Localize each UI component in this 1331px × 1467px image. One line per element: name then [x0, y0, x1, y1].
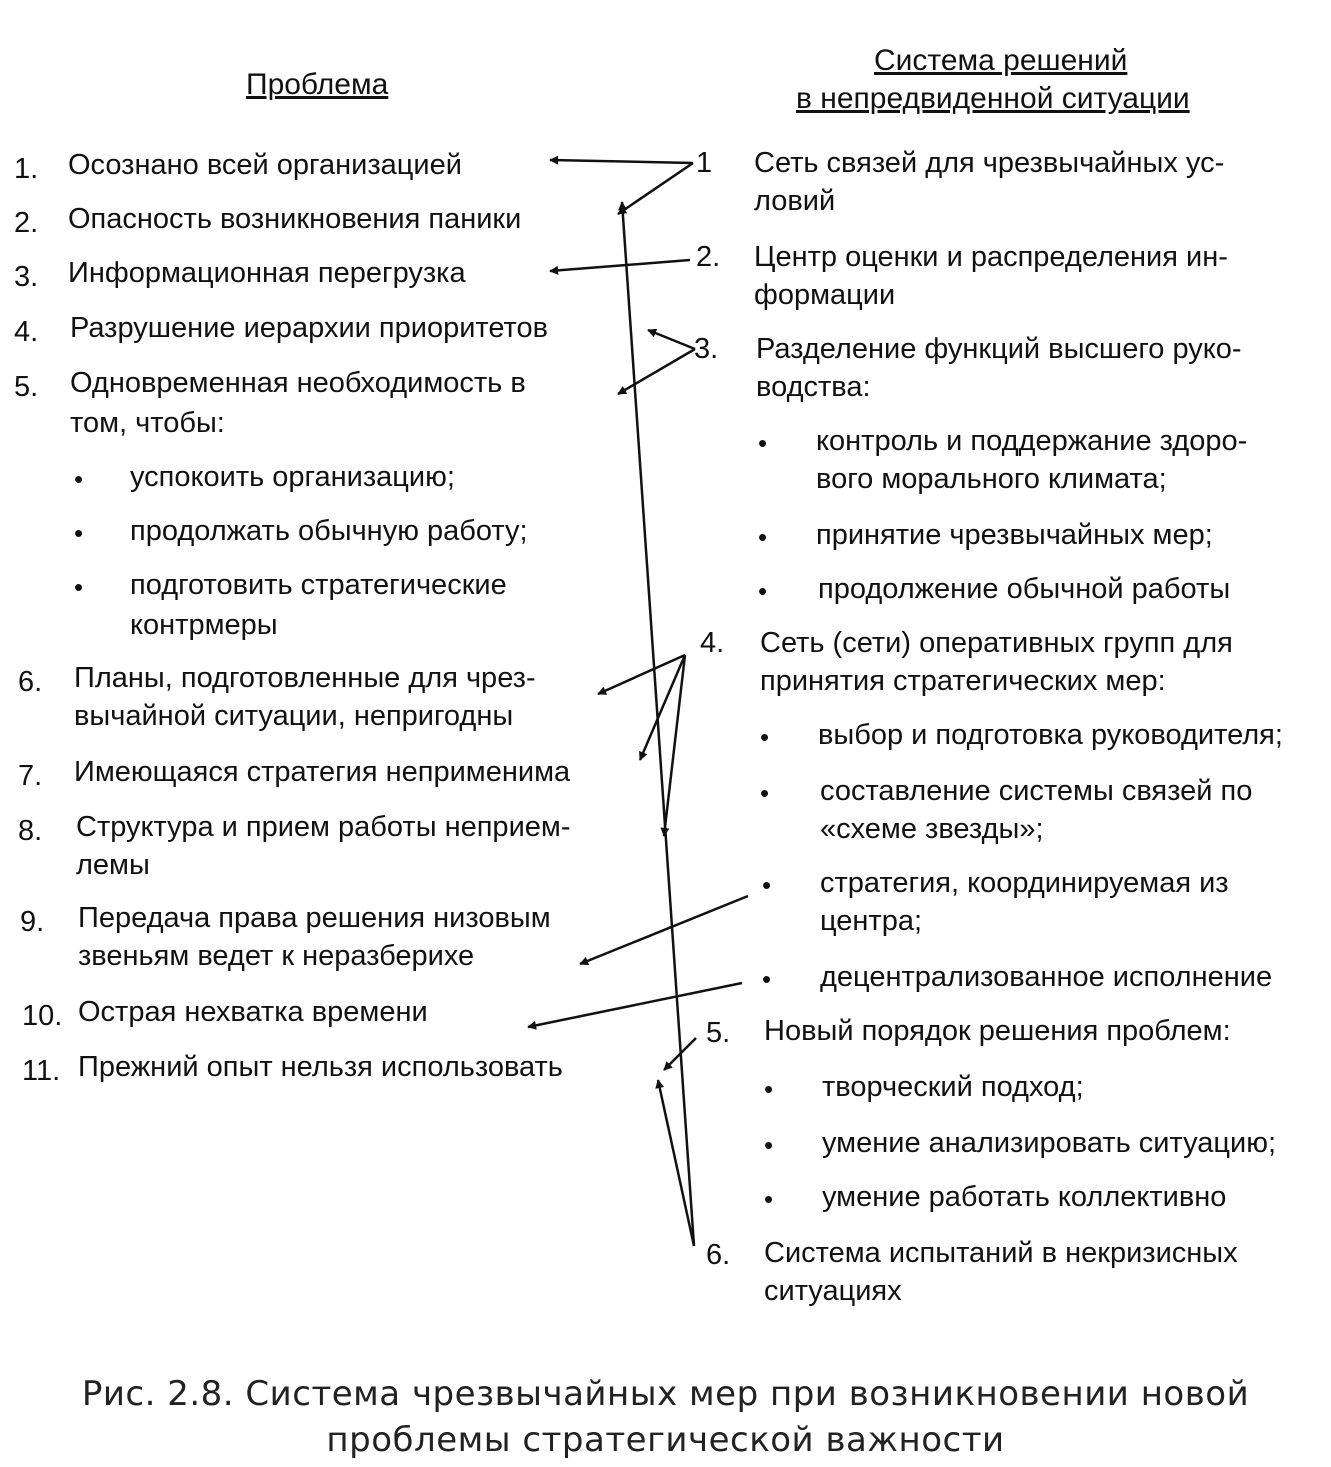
- right-b5-3-bullet: •: [764, 1184, 774, 1214]
- left-b5-1-bullet: •: [74, 464, 84, 494]
- left-b5-3-text-l1: подготовить стратегические: [130, 569, 507, 601]
- right-b5-3-text: умение работать коллективно: [822, 1181, 1227, 1213]
- arrow-1-to-2: [618, 163, 693, 214]
- right-b5-2-bullet: •: [764, 1130, 774, 1160]
- right-b3-1-bullet: •: [758, 428, 768, 458]
- right-item-1-text-l2: ловий: [754, 185, 836, 217]
- left-item-7-text: Имеющаяся стратегия неприменима: [74, 756, 571, 788]
- right-b3-3-text: продолжение обычной работы: [818, 573, 1231, 605]
- left-item-8-text-l1: Структура и прием работы неприем-: [76, 811, 571, 843]
- arrow-b4-3-to-9: [580, 896, 748, 964]
- left-b5-3-bullet: •: [74, 572, 84, 602]
- left-item-4-text: Разрушение иерархии приоритетов: [70, 312, 549, 344]
- left-item-6-text-l2: вычайной ситуации, непригодны: [74, 700, 514, 732]
- left-item-3-text: Информационная перегрузка: [68, 257, 466, 289]
- right-b3-2-bullet: •: [758, 522, 768, 552]
- left-item-3-num: 3.: [14, 261, 39, 293]
- right-item-4-num: 4.: [700, 627, 725, 659]
- right-item-2-text-l1: Центр оценки и распределения ин-: [754, 241, 1228, 273]
- right-item-4-text-l2: принятия стратегических мер:: [760, 665, 1166, 697]
- left-item-10-num: 10.: [22, 1000, 63, 1032]
- right-b5-2-text: умение анализировать ситуацию;: [822, 1127, 1277, 1159]
- left-item-11-text: Прежний опыт нельзя использовать: [78, 1051, 563, 1083]
- left-item-1-num: 1.: [14, 153, 39, 185]
- left-item-2-num: 2.: [14, 207, 39, 239]
- arrow-3-to-4: [648, 330, 695, 349]
- right-item-3-text-l2: водства:: [756, 371, 871, 403]
- left-b5-1-text: успокоить организацию;: [130, 461, 455, 493]
- right-b4-3-text-l1: стратегия, координируемая из: [820, 867, 1229, 899]
- arrow-2-to-3: [550, 260, 690, 271]
- left-b5-2-text: продолжать обычную работу;: [130, 515, 528, 547]
- right-b4-2-bullet: •: [760, 778, 770, 808]
- left-item-10-text: Острая нехватка времени: [78, 996, 428, 1028]
- left-item-9-text-l2: звеньям ведет к неразберихе: [78, 940, 475, 972]
- left-item-9-num: 9.: [20, 906, 45, 938]
- right-item-6-num: 6.: [706, 1239, 731, 1271]
- right-item-1-text-l1: Сеть связей для чрезвычайных ус-: [754, 147, 1225, 179]
- figure-caption-line1: Рис. 2.8. Система чрезвычайных мер при возникновении новой: [81, 1374, 1250, 1414]
- right-b3-1-text-l2: вого морального климата;: [816, 463, 1167, 495]
- left-b5-2-bullet: •: [74, 518, 84, 548]
- right-header-line2: в непредвиденной ситуации: [796, 82, 1190, 115]
- left-item-8-text-l2: лемы: [76, 849, 150, 881]
- right-b4-2-text-l1: составление системы связей по: [820, 775, 1253, 807]
- left-item-2-text: Опасность возникновения паники: [68, 203, 522, 235]
- left-item-8-num: 8.: [18, 815, 43, 847]
- right-b5-1-bullet: •: [764, 1074, 774, 1104]
- right-item-5-text: Новый порядок решения проблем:: [764, 1015, 1231, 1047]
- right-b4-1-bullet: •: [760, 722, 770, 752]
- right-item-2-text-l2: формации: [754, 279, 896, 311]
- left-item-4-num: 4.: [14, 316, 39, 348]
- right-item-6-text-l2: ситуациях: [764, 1275, 902, 1307]
- left-header: Проблема: [246, 68, 389, 101]
- right-item-3-text-l1: Разделение функций высшего руко-: [756, 333, 1242, 365]
- right-item-3-num: 3.: [694, 333, 719, 365]
- right-item-5-num: 5.: [706, 1017, 731, 1049]
- right-b4-4-text: децентрализованное исполнение: [820, 961, 1273, 993]
- left-item-9-text-l1: Передача права решения низовым: [78, 902, 551, 934]
- right-b5-1-text: творческий подход;: [822, 1071, 1084, 1103]
- right-b4-4-bullet: •: [762, 964, 772, 994]
- right-b3-3-bullet: •: [758, 576, 768, 606]
- left-item-5-text-l2: том, чтобы:: [70, 407, 225, 439]
- left-item-6-num: 6.: [18, 666, 43, 698]
- left-item-11-num: 11.: [22, 1055, 61, 1087]
- left-b5-3-text-l2: контрмеры: [130, 609, 278, 641]
- arrow-3-to-5: [618, 349, 695, 394]
- left-item-5-num: 5.: [14, 371, 39, 403]
- right-header-line1: Система решений: [874, 44, 1128, 77]
- right-b4-2-text-l2: «схеме звезды»;: [820, 813, 1044, 845]
- right-b3-1-text-l1: контроль и поддержание здоро-: [816, 425, 1248, 457]
- right-item-1-num: 1: [696, 147, 713, 179]
- figure-caption-line2: проблемы стратегической важности: [326, 1420, 1005, 1460]
- arrow-6-to-2-long: [622, 202, 694, 1246]
- left-item-1-text: Осознано всей организацией: [68, 149, 462, 181]
- left-item-6-text-l1: Планы, подготовленные для чрез-: [74, 662, 536, 694]
- arrow-b4-4-to-10: [528, 983, 742, 1027]
- right-b3-2-text: принятие чрезвычайных мер;: [816, 519, 1213, 551]
- right-b4-3-bullet: •: [762, 870, 772, 900]
- right-item-6-text-l1: Система испытаний в некризисных: [764, 1237, 1238, 1269]
- left-item-7-num: 7.: [18, 760, 43, 792]
- right-item-2-num: 2.: [696, 241, 721, 273]
- right-b4-3-text-l2: центра;: [820, 905, 923, 937]
- right-b4-1-text: выбор и подготовка руководителя;: [818, 719, 1283, 751]
- arrow-1-to-1: [550, 160, 693, 163]
- left-item-5-text-l1: Одновременная необходимость в: [70, 367, 526, 399]
- right-item-4-text-l1: Сеть (сети) оперативных групп для: [760, 627, 1233, 659]
